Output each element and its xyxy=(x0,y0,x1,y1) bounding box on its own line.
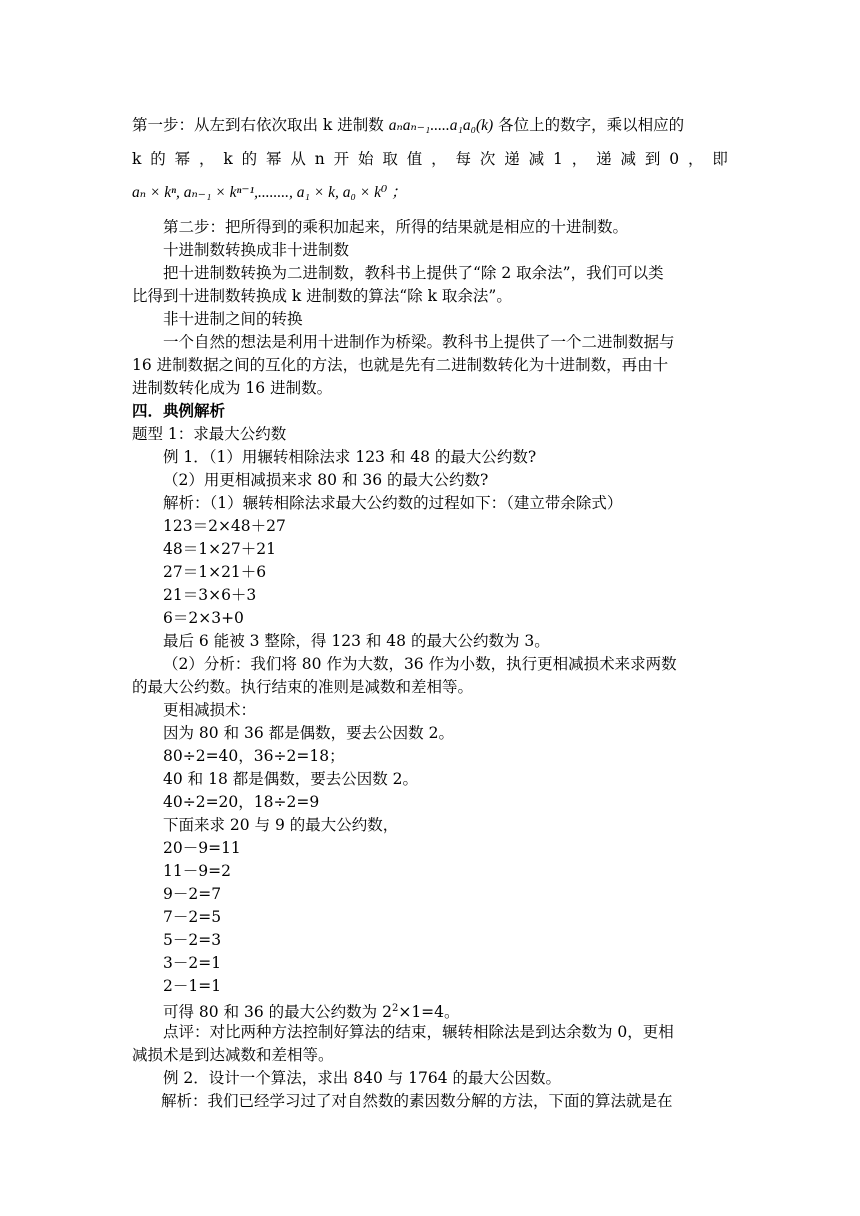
justified-word: 的 xyxy=(150,150,166,168)
justified-word: 幂 xyxy=(174,150,191,168)
example1-result1: 最后 6 能被 3 整除，得 123 和 48 的最大公约数为 3。 xyxy=(163,632,550,650)
justified-word: 开 xyxy=(333,150,350,168)
justified-word: 递 xyxy=(596,150,612,168)
justified-word: n xyxy=(314,150,325,168)
gengxiang-step: 11－9=2 xyxy=(163,862,231,880)
justified-word: 减 xyxy=(620,150,636,168)
justified-word: 减 xyxy=(528,150,545,168)
justified-word: 值 xyxy=(406,150,423,168)
justified-word: 次 xyxy=(479,150,496,168)
gengxiang-result-suffix: ×1=4。 xyxy=(398,1003,460,1022)
gengxiang-result xyxy=(163,998,763,1023)
gengxiang-step: 5－2=3 xyxy=(163,931,222,949)
justified-word: ， xyxy=(199,150,215,168)
gengxiang-step: 20－9=11 xyxy=(163,839,241,857)
gengxiang-step: 9－2=7 xyxy=(163,885,222,903)
example2-question: 例 2．设计一个算法，求出 840 与 1764 的最大公因数。 xyxy=(163,1069,562,1087)
gengxiang-step: 80÷2=40，36÷2=18； xyxy=(163,747,345,765)
justified-word: 取 xyxy=(382,150,398,168)
division-step: 123＝2×48＋27 xyxy=(163,517,286,535)
division-step: 48＝1×27＋21 xyxy=(163,540,277,558)
justified-word: 始 xyxy=(358,150,374,168)
dec-to-bin-line1: 把十进制数转换为二进制数，教科书上提供了“除 2 取余法”，我们可以类 xyxy=(163,264,664,282)
justified-word: k xyxy=(132,150,142,168)
step1-prefix: 第一步：从左到右依次取出 k 进制数 xyxy=(132,116,389,134)
justified-word: 0 xyxy=(669,150,680,168)
comment-line2: 减损术是到达减数和差相等。 xyxy=(132,1046,334,1064)
type1-heading: 题型 1：求最大公约数 xyxy=(132,425,287,443)
division-step: 6＝2×3+0 xyxy=(163,609,244,627)
justified-word: 到 xyxy=(644,150,661,168)
comment-line1: 点评：对比两种方法控制好算法的结束，辗转相除法是到达余数为 0，更相 xyxy=(163,1023,674,1041)
nondec-line3: 进制数转化成为 16 进制数。 xyxy=(132,379,333,397)
example1-solution-intro: 解析：（1）辗转相除法求最大公约数的过程如下：（建立带余除式） xyxy=(163,494,623,512)
justified-word: 的 xyxy=(241,150,258,168)
justified-word: ， xyxy=(687,150,704,168)
division-step: 21＝3×6＋3 xyxy=(163,586,257,604)
gengxiang-step: 因为 80 和 36 都是偶数，要去公因数 2。 xyxy=(163,724,454,742)
step2-paragraph: 第二步：把所得到的乘积加起来，所得的结果就是相应的十进制数。 xyxy=(163,218,629,236)
gengxiang-title: 更相减损术： xyxy=(163,701,257,719)
example1-part2-line2: 的最大公约数。执行结束的准则是减数和差相等。 xyxy=(132,678,474,696)
justified-word: 从 xyxy=(290,150,306,168)
justified-word: 1 xyxy=(553,150,563,168)
justified-word: ， xyxy=(571,150,588,168)
example1-question2: （2）用更相减损来求 80 和 36 的最大公约数? xyxy=(163,471,489,489)
justified-word: 每 xyxy=(455,150,472,168)
gengxiang-step: 下面来求 20 与 9 的最大公约数， xyxy=(163,816,399,834)
section-title: 四．典例解析 xyxy=(132,401,226,420)
nondec-line1: 一个自然的想法是利用十进制作为桥梁。教科书上提供了一个二进制数据与 xyxy=(163,333,675,351)
gengxiang-step: 3－2=1 xyxy=(163,954,222,972)
power-expansion-formula: aₙ × kⁿ, aₙ₋₁ × kⁿ⁻¹,........, a₁ × k, a₀ × k⁰ ； xyxy=(132,184,407,201)
step1-suffix: 各位上的数字，乘以相应的 xyxy=(493,116,685,134)
gengxiang-step: 7－2=5 xyxy=(163,908,222,926)
justified-word: k xyxy=(223,150,233,168)
example1-part2-line1: （2）分析：我们将 80 作为大数，36 作为小数，执行更相减损术来求两数 xyxy=(163,655,677,673)
justified-word: 递 xyxy=(504,150,520,168)
justified-word: ， xyxy=(431,150,447,168)
heading-nondec-conversion: 非十进制之间的转换 xyxy=(163,310,303,328)
step1-line2 xyxy=(132,148,728,170)
dec-to-bin-line2: 比得到十进制数转换成 k 进制数的算法“除 k 取余法”。 xyxy=(132,287,512,305)
division-step: 27＝1×21＋6 xyxy=(163,563,267,581)
gengxiang-result-prefix: 可得 80 和 36 的最大公约数为 2 xyxy=(163,1003,392,1022)
heading-dec-to-nondec: 十进制数转换成非十进制数 xyxy=(163,241,350,259)
exponent: 2 xyxy=(391,1003,399,1014)
step1-line1 xyxy=(132,114,732,137)
example1-question1: 例 1．（1）用辗转相除法求 123 和 48 的最大公约数? xyxy=(163,448,537,466)
gengxiang-step: 2－1=1 xyxy=(163,977,222,995)
nondec-line2: 16 进制数据之间的互化的方法，也就是先有二进制数转化为十进制数，再由十 xyxy=(132,356,669,374)
justified-word: 幂 xyxy=(266,150,282,168)
gengxiang-step: 40÷2=20，18÷2=9 xyxy=(163,793,320,811)
example2-solution: 解析：我们已经学习过了对自然数的素因数分解的方法，下面的算法就是在 xyxy=(161,1092,673,1110)
justified-word: 即 xyxy=(712,150,728,168)
number-expression: aₙaₙ₋₁.....a₁a₀(k) xyxy=(388,117,494,134)
gengxiang-step: 40 和 18 都是偶数，要去公因数 2。 xyxy=(163,770,419,788)
